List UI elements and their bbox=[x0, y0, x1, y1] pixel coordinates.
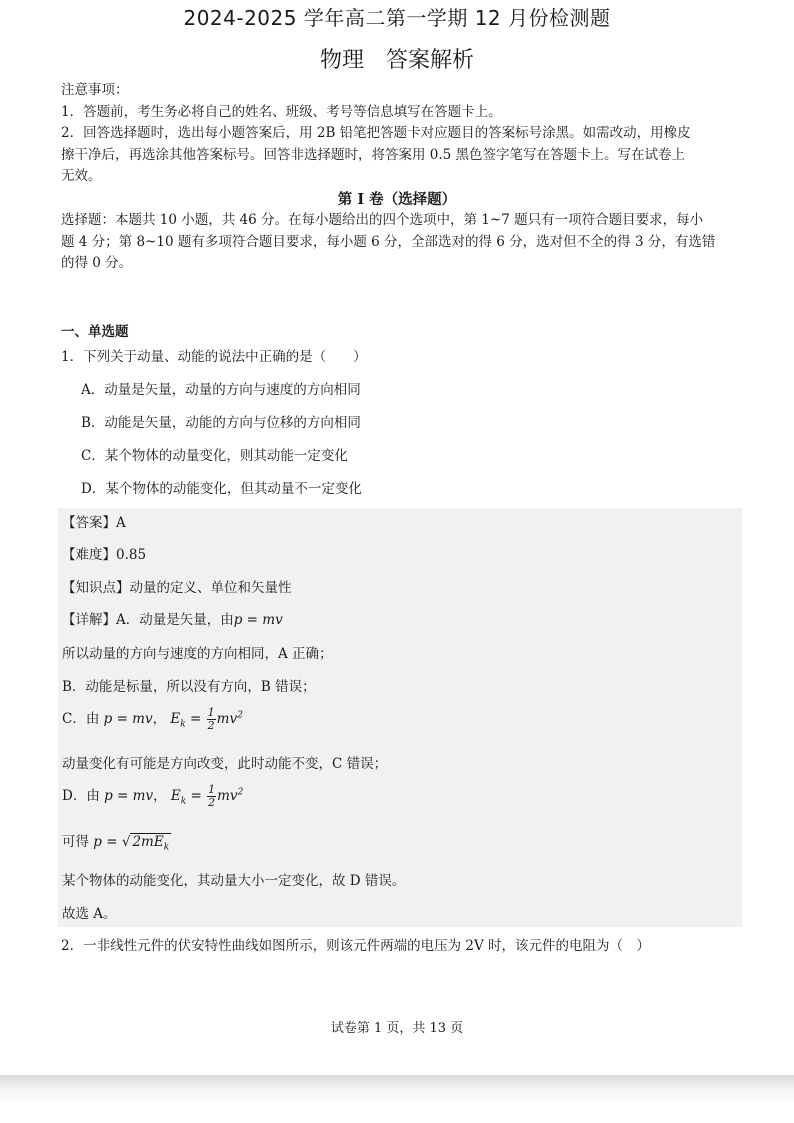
question-1-option-a: A．动量是矢量，动量的方向与速度的方向相同 bbox=[81, 382, 361, 398]
conclusion-line: 故选 A。 bbox=[62, 906, 117, 922]
detail-a-line bbox=[62, 608, 283, 628]
detail-d-line bbox=[62, 784, 243, 809]
separator: ， bbox=[152, 711, 167, 727]
detail-a2-line: 所以动量的方向与速度的方向相同，A 正确； bbox=[62, 646, 333, 662]
kinetic-energy-formula bbox=[170, 706, 243, 732]
question-2-stem: 2．一非线性元件的伏安特性曲线如图所示，则该元件两端的电压为 2V 时，该元件的电阻为（ ） bbox=[61, 938, 651, 954]
momentum-formula: p = mv bbox=[233, 612, 283, 628]
page-footer: 试卷第 1 页，共 13 页 bbox=[330, 1021, 464, 1036]
separator: ， bbox=[153, 788, 167, 804]
question-1-stem: 1．下列关于动量、动能的说法中正确的是（ ） bbox=[61, 349, 367, 365]
exam-title: 2024-2025 学年高二第一学期 12 月份检测题 bbox=[183, 6, 611, 30]
detail-c-line bbox=[62, 707, 243, 732]
momentum-formula: p = mv bbox=[104, 788, 154, 804]
question-1-option-c: C．某个物体的动量变化，则其动能一定变化 bbox=[81, 448, 348, 464]
section-desc-line: 题 4 分；第 8~10 题有多项符合题目要求，每小题 6 分，全部选对的得 6 分，选对但不全的得 3 分，有选错 bbox=[61, 233, 716, 250]
sqrt-radicand bbox=[130, 833, 171, 853]
notes-line: 无效。 bbox=[61, 168, 102, 184]
detail-d3-line: 某个物体的动能变化，其动量大小一定变化，故 D 错误。 bbox=[62, 873, 406, 889]
fraction-half bbox=[207, 707, 216, 732]
ek-superscript: 2 bbox=[237, 787, 244, 798]
detail-d-prefix: D．由 bbox=[62, 788, 100, 804]
notes-line: 2．回答选择题时，选出每小题答案后，用 2B 铅笔把答题卡对应题目的答案标号涂黑。如需改动，用橡皮 bbox=[61, 125, 691, 141]
section-description bbox=[61, 210, 751, 275]
fraction-half bbox=[207, 784, 216, 809]
fraction-numerator: 1 bbox=[208, 783, 216, 796]
equals-sign: = bbox=[185, 711, 206, 727]
equals-sign: = bbox=[186, 788, 207, 804]
section-desc-line: 选择题：本题共 10 小题，共 46 分。在每小题给出的四个选项中，第 1~7 题只有一项符合题目要求，每小 bbox=[61, 212, 704, 228]
difficulty-line: 【难度】0.85 bbox=[62, 547, 147, 563]
detail-b-line: B．动能是标量，所以没有方向，B 错误； bbox=[62, 679, 316, 695]
radicand-subscript: k bbox=[163, 842, 170, 853]
single-choice-heading: 一、单选题 bbox=[61, 324, 129, 340]
kinetic-energy-formula bbox=[170, 783, 244, 809]
momentum-formula: p = mv bbox=[103, 711, 153, 727]
fraction-denominator: 2 bbox=[208, 796, 216, 809]
ek-superscript: 2 bbox=[237, 710, 243, 721]
ek-symbol: E bbox=[170, 788, 181, 804]
section-desc-line: 的得 0 分。 bbox=[61, 255, 133, 271]
question-1-option-b: B．动能是矢量，动能的方向与位移的方向相同 bbox=[81, 415, 361, 431]
notes-heading: 注意事项： bbox=[61, 82, 129, 98]
knowledge-point-line: 【知识点】动量的定义、单位和矢量性 bbox=[62, 580, 292, 596]
derivation-line bbox=[62, 830, 171, 853]
detail-c2-line: 动量变化有可能是方向改变，此时动能不变，C 错误； bbox=[62, 756, 388, 772]
notes-line: 1．答题前，考生务必将自己的姓名、班级、考号等信息填写在答题卡上。 bbox=[61, 103, 502, 120]
page-bottom-shadow bbox=[0, 1075, 794, 1123]
ek-symbol: E bbox=[170, 711, 181, 727]
answer-line: 【答案】A bbox=[62, 515, 126, 531]
ek-subscript: k bbox=[180, 719, 186, 730]
fraction-numerator: 1 bbox=[207, 706, 215, 719]
p-equals: p = bbox=[93, 834, 122, 850]
detail-c-prefix: C．由 bbox=[62, 711, 100, 727]
ek-rhs: mv bbox=[217, 788, 238, 804]
radicand-text: 2mE bbox=[132, 834, 164, 850]
section-title: 第 I 卷（选择题） bbox=[337, 191, 457, 208]
detail-a-text: 【详解】A．动量是矢量，由 bbox=[62, 612, 234, 628]
ek-rhs: mv bbox=[216, 711, 238, 727]
notes-line: 擦干净后，再选涂其他答案标号。回答非选择题时，将答案用 0.5 黑色签字笔写在答题卡上。写在试卷上 bbox=[61, 146, 686, 163]
notes-block bbox=[61, 80, 751, 188]
derivation-prefix: 可得 bbox=[62, 834, 89, 850]
ek-subscript: k bbox=[180, 796, 187, 807]
fraction-denominator: 2 bbox=[207, 719, 215, 732]
question-1-option-d: D．某个物体的动能变化，但其动量不一定变化 bbox=[81, 481, 362, 497]
exam-subtitle: 物理 答案解析 bbox=[319, 48, 474, 73]
momentum-sqrt-formula: p = √ $2mE_k$ bbox=[93, 834, 170, 853]
